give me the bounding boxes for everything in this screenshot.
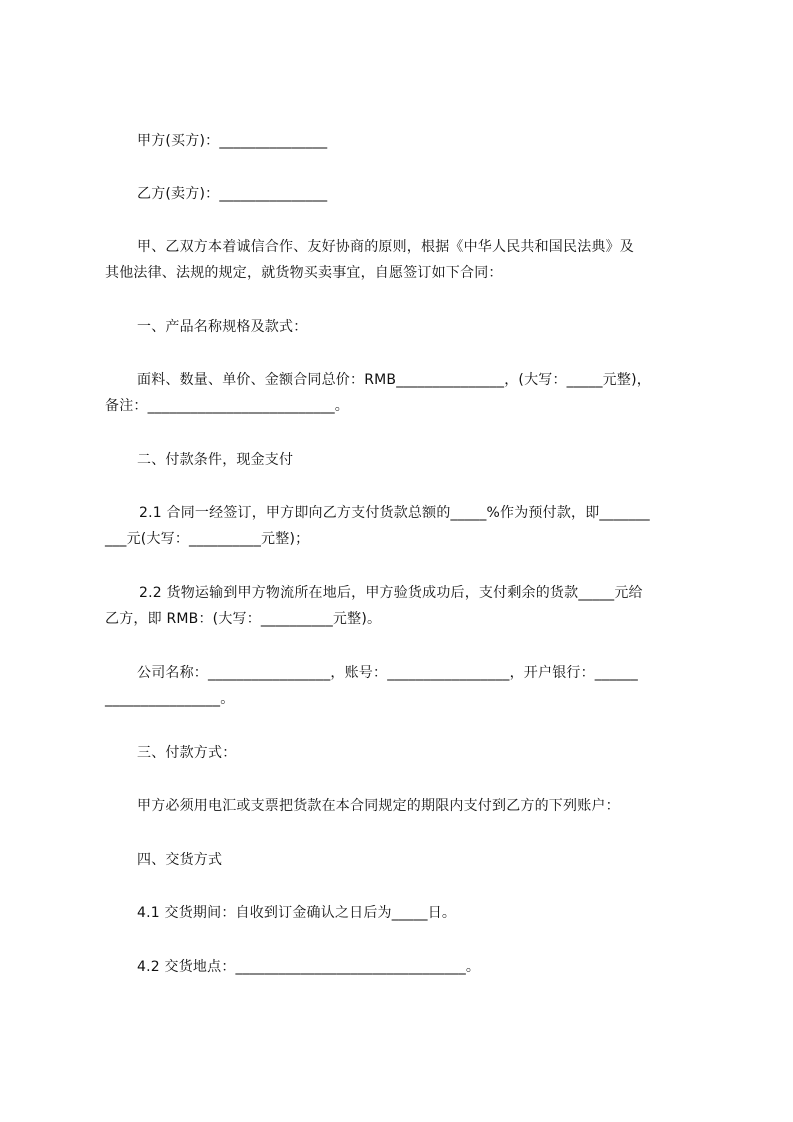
clause-2-1-line-2: ___元(大写：__________元整)；: [105, 531, 310, 547]
clause-4-2: 4.2 交货地点：________________________________。: [137, 959, 481, 975]
clause-2-2-line-1: 2.2 货物运输到甲方物流所在地后，甲方验货成功后，支付剩余的货款_____元给: [139, 585, 643, 601]
section4-title: 四、交货方式: [137, 852, 223, 868]
section3-text: 甲方必须用电汇或支票把货款在本合同规定的期限内支付到乙方的下列账户：: [137, 798, 620, 814]
clause-4-1: 4.1 交货期间：自收到订金确认之日后为_____日。: [137, 905, 457, 921]
section1-line-1: 面料、数量、单价、金额合同总价：RMB_______________，(大写：_____元整)，: [137, 372, 651, 388]
preamble-line-1: 甲、乙双方本着诚信合作、友好协商的原则，根据《中华人民共和国民法典》及: [137, 239, 634, 255]
section2-title: 二、付款条件，现金支付: [137, 452, 294, 468]
section3-title: 三、付款方式：: [137, 745, 237, 761]
section1-line-2: 备注：__________________________。: [105, 398, 349, 414]
clause-2-2-line-2: 乙方，即 RMB：(大写：__________元整)。: [105, 611, 382, 627]
party-a-line: 甲方(买方)：_______________: [137, 133, 328, 149]
company-line-2: ________________。: [105, 691, 235, 707]
party-b-line: 乙方(卖方)：_______________: [137, 186, 328, 202]
company-line-1: 公司名称：_________________，账号：_________________，开户银行：______: [137, 665, 638, 681]
section1-title: 一、产品名称规格及款式：: [137, 319, 308, 335]
preamble-line-2: 其他法律、法规的规定，就货物买卖事宜，自愿签订如下合同：: [105, 265, 503, 281]
clause-2-1-line-1: 2.1 合同一经签订，甲方即向乙方支付货款总额的_____%作为预付款，即_______: [139, 505, 650, 521]
